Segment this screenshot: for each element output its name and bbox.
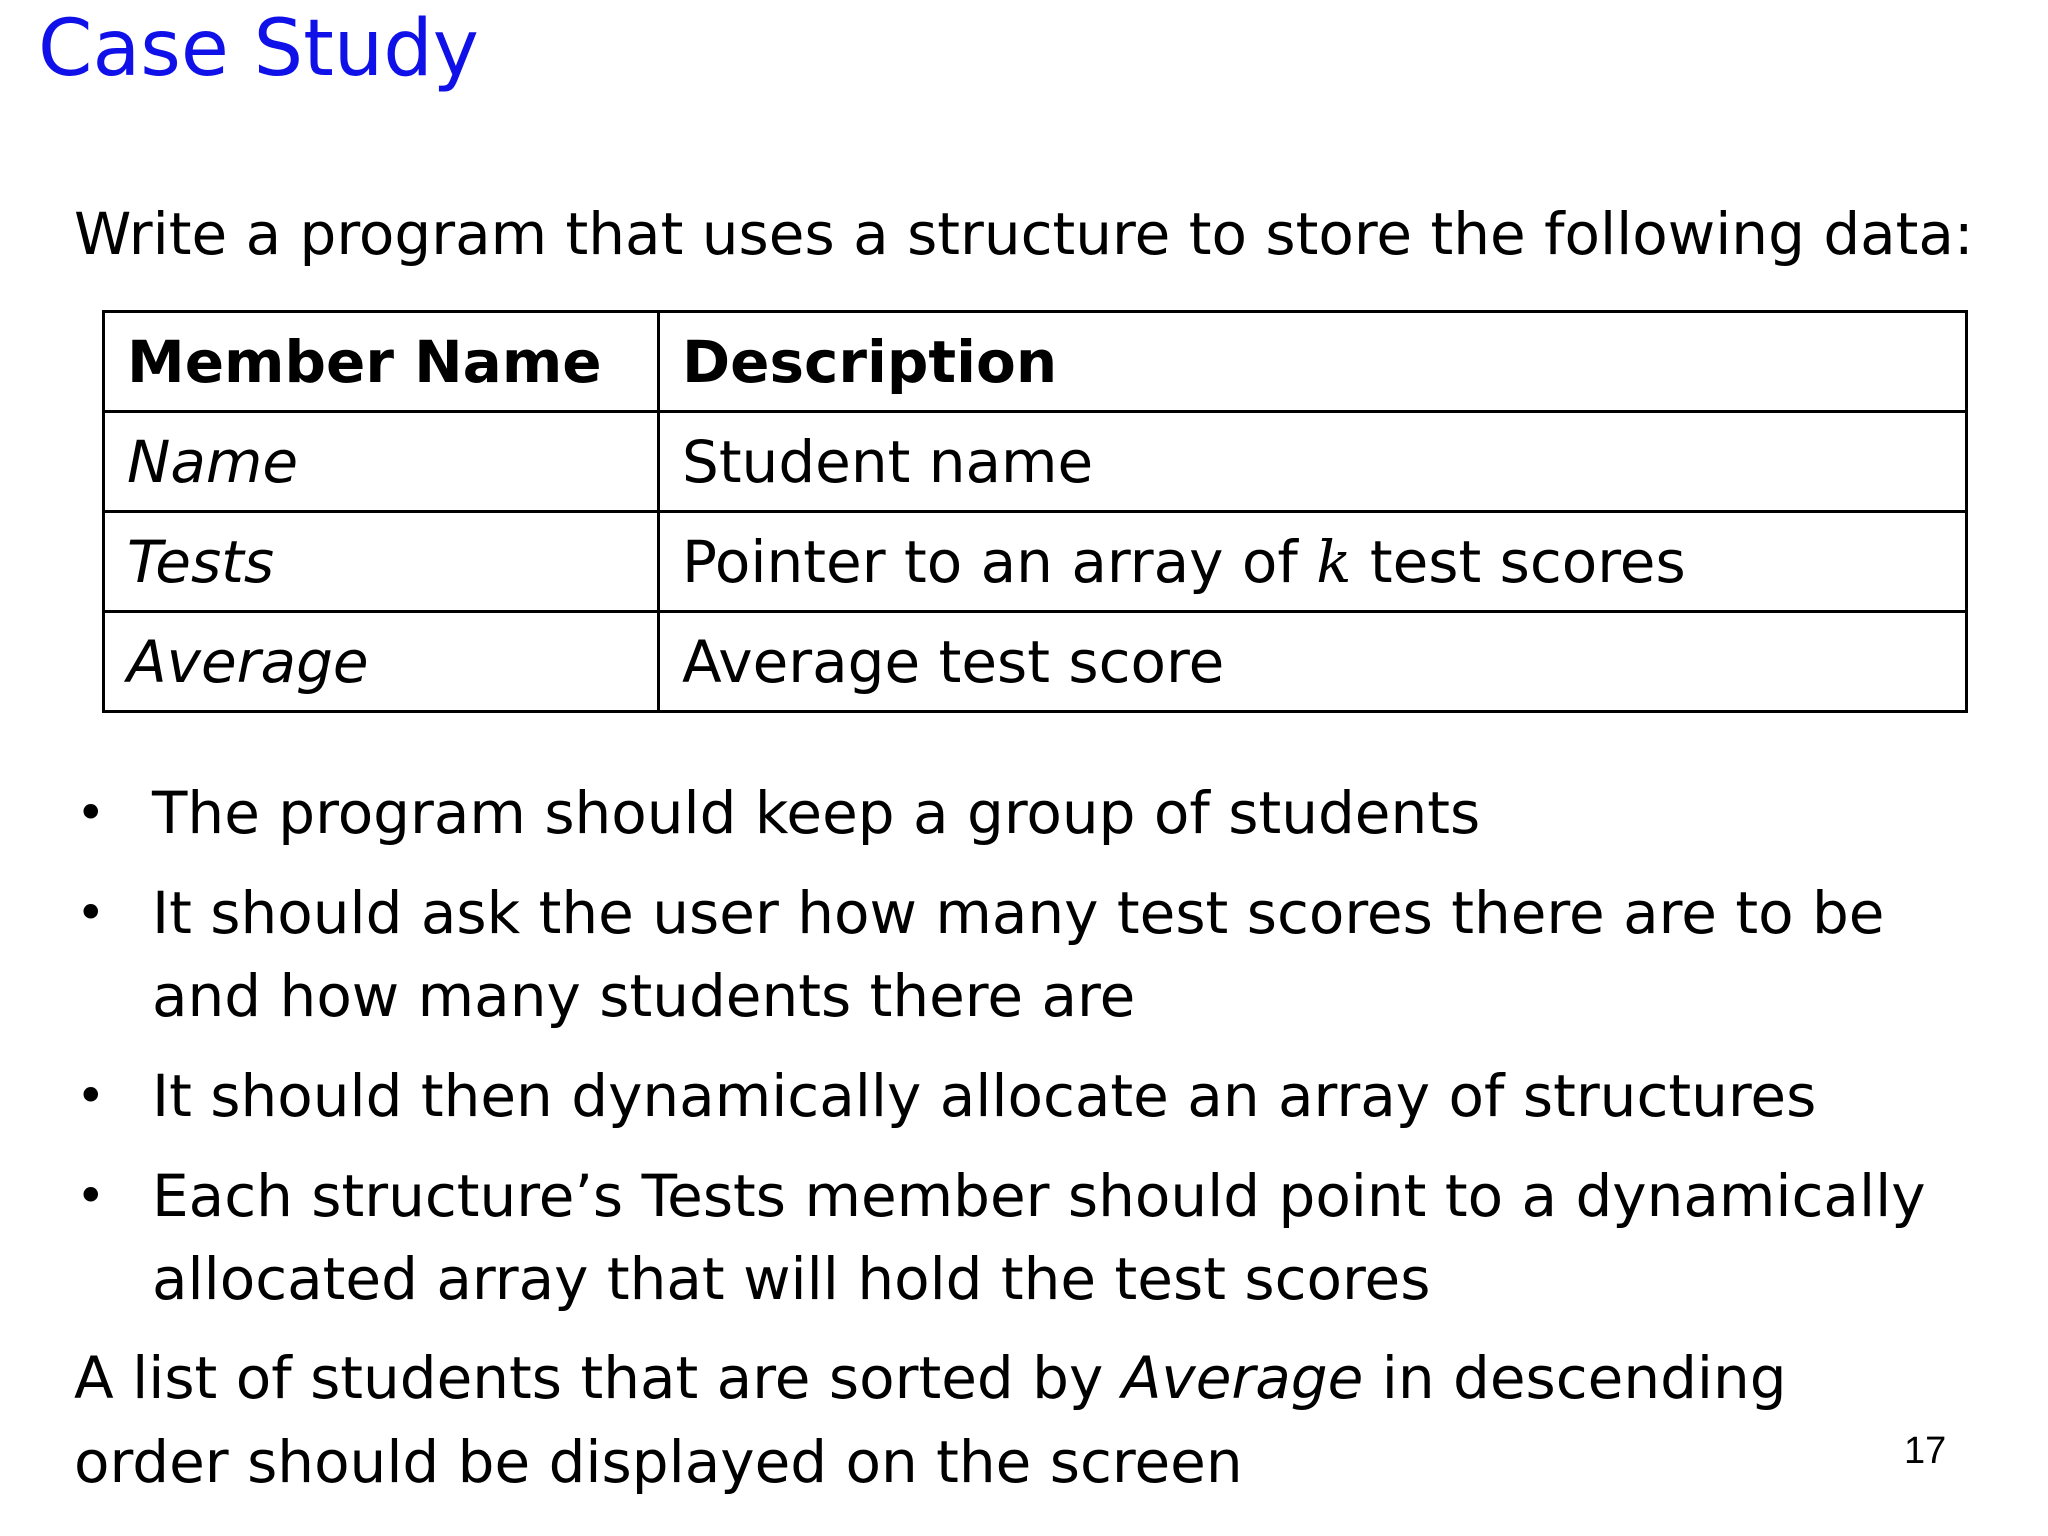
closing-text-after: in descending order should be displayed on the screen <box>74 1344 1787 1496</box>
list-item-text: It should ask the user how many test scores there are to be and how many students there are <box>152 879 1885 1030</box>
table-row <box>104 412 1967 512</box>
slide-title: Case Study <box>38 4 479 94</box>
header-member-name: Member Name <box>104 312 659 412</box>
list-item <box>74 872 1974 1038</box>
bullet-icon: • <box>76 784 106 842</box>
list-item <box>74 1055 1974 1138</box>
intro-text: Write a program that uses a structure to store the following data: <box>74 200 1974 268</box>
list-item <box>74 1155 1974 1321</box>
closing-text <box>74 1336 1934 1504</box>
closing-text-before: A list of students that are sorted by <box>74 1344 1122 1412</box>
description-text: Pointer to an array of <box>682 527 1317 596</box>
list-item-text: Each structure’s Tests member should point to a dynamically allocated array that will hold the test scores <box>152 1162 1926 1313</box>
table-header-row <box>104 312 1967 412</box>
closing-emphasis: Average <box>1121 1344 1364 1412</box>
member-cell: Name <box>104 412 659 512</box>
description-cell <box>659 612 1967 712</box>
description-text: Average test score <box>682 627 1225 696</box>
member-table <box>102 310 1968 713</box>
member-cell: Tests <box>104 512 659 612</box>
header-description: Description <box>659 312 1967 412</box>
description-text: Student name <box>682 427 1094 496</box>
description-cell <box>659 512 1967 612</box>
page-number: 17 <box>1904 1430 1947 1472</box>
description-text-after: test scores <box>1351 527 1686 596</box>
bullet-icon: • <box>76 1067 106 1125</box>
math-variable: k <box>1316 527 1352 596</box>
description-cell <box>659 412 1967 512</box>
bullet-list <box>74 772 1974 1338</box>
table-row <box>104 612 1967 712</box>
list-item <box>74 772 1974 855</box>
bullet-icon: • <box>76 884 106 942</box>
bullet-icon: • <box>76 1167 106 1225</box>
list-item-text: It should then dynamically allocate an array of structures <box>152 1062 1817 1130</box>
list-item-text: The program should keep a group of students <box>152 779 1481 847</box>
member-cell: Average <box>104 612 659 712</box>
table-row <box>104 512 1967 612</box>
